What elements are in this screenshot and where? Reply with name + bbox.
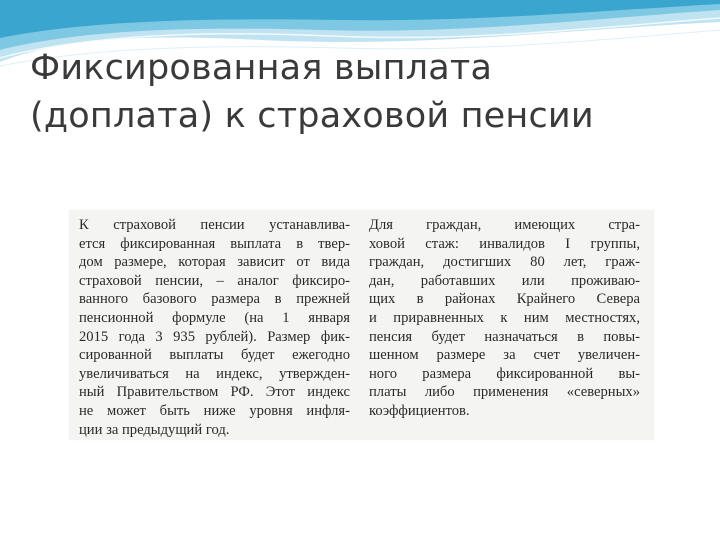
text-line: 2015 года 3 935 рублей). Размер фик- <box>79 328 350 345</box>
clipping-left-column <box>79 216 350 439</box>
text-line: страховой пенсии, – аналог фиксиро- <box>79 272 350 289</box>
slide-title-line-1: Фиксированная выплата <box>30 48 493 88</box>
text-line: дан, работавших или проживаю- <box>369 272 640 289</box>
text-line: Для граждан, имеющих стра- <box>369 217 640 233</box>
text-line: и приравненных к ним местностях, <box>369 309 640 326</box>
text-line: пенсия будет назначаться в повы- <box>369 328 640 345</box>
text-line: ного размера фиксированной вы- <box>369 365 640 382</box>
clipping-right-column <box>369 216 640 421</box>
text-line: платы либо применения «северных» <box>369 384 640 401</box>
text-line: сированной выплаты будет ежегодно <box>79 347 350 364</box>
slide-title-line-2: (доплата) к страховой пенсии <box>30 96 594 136</box>
text-line: пенсионной формуле (на 1 января <box>79 309 350 326</box>
text-line: К страховой пенсии устанавлива- <box>79 217 350 233</box>
text-line: щих в районах Крайнего Севера <box>369 291 640 308</box>
text-line: ется фиксированная выплата в твер- <box>79 235 350 252</box>
text-line: ванного базового размера в прежней <box>79 291 350 308</box>
text-line: не может быть ниже уровня инфля- <box>79 402 350 419</box>
text-line: увеличиваться на индекс, утвержден- <box>79 365 350 382</box>
text-line: ховой стаж: инвалидов I группы, <box>369 235 640 252</box>
text-line: коэффициентов. <box>369 402 470 419</box>
text-line: дом размере, которая зависит от вида <box>79 254 350 271</box>
text-line: шенном размере за счет увеличен- <box>369 347 640 364</box>
text-line: ции за предыдущий год. <box>79 421 230 438</box>
text-line: граждан, достигших 80 лет, граж- <box>369 254 640 271</box>
newspaper-clipping <box>69 210 654 440</box>
slide-title <box>30 44 700 140</box>
text-line: ный Правительством РФ. Этот индекс <box>79 384 350 401</box>
